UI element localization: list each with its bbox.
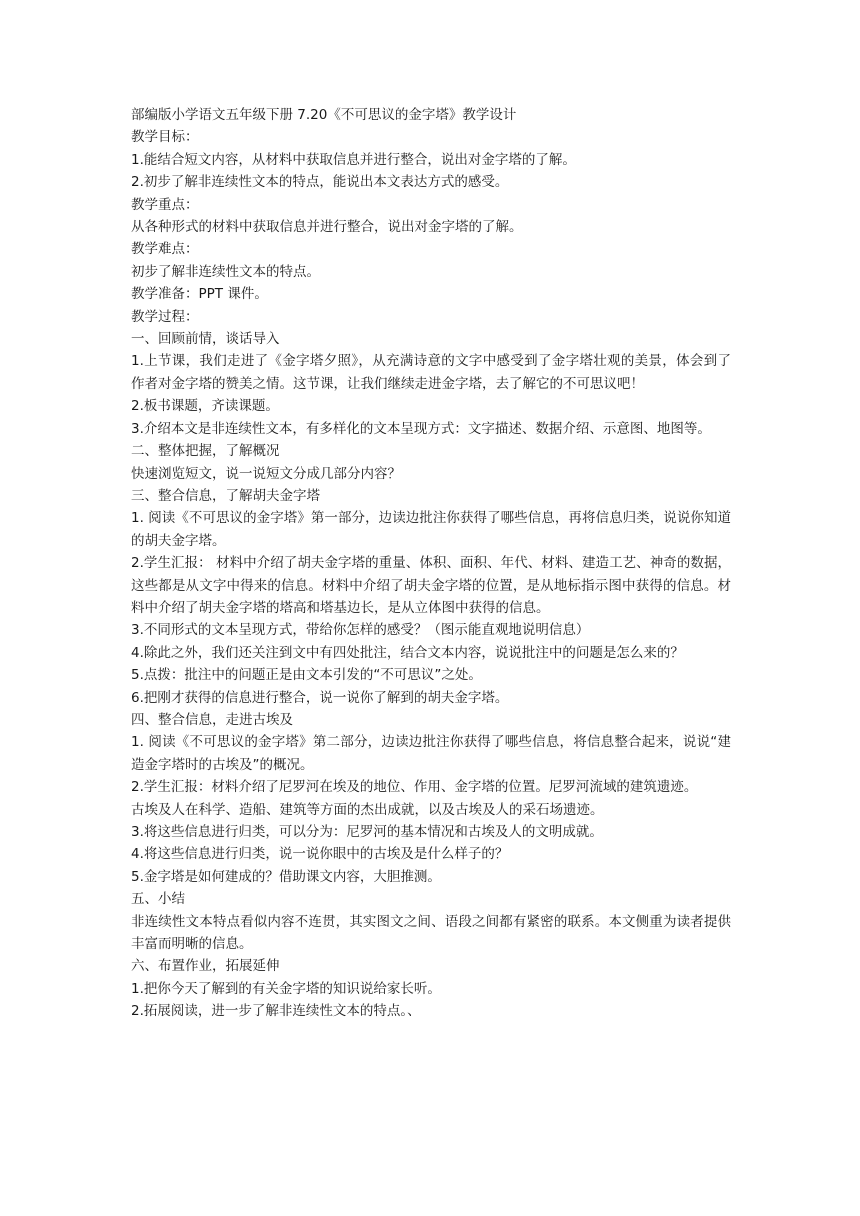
document-title: 部编版小学语文五年级下册 7.20《不可思议的金字塔》教学设计 (131, 107, 517, 123)
section-heading-key-points: 教学重点： (131, 196, 199, 213)
part-6-heading: 六、布置作业，拓展延伸 (131, 958, 280, 975)
part-1-heading: 一、回顾前情，谈话导入 (131, 331, 280, 348)
part-1-item-3: 3.介绍本文是非连续性文本，有多样化的文本呈现方式：文字描述、数据介绍、示意图、地图等。 (131, 420, 711, 437)
part-3-item-6: 6.把刚才获得的信息进行整合，说一说你了解到的胡夫金字塔。 (131, 689, 509, 706)
key-point-text: 从各种形式的材料中获取信息并进行整合，说出对金字塔的了解。 (131, 219, 523, 236)
section-heading-difficulties: 教学难点： (131, 241, 199, 258)
part-1-item-2: 2.板书课题，齐读课题。 (131, 398, 279, 415)
part-3-item-5: 5.点拨：批注中的问题正是由文本引发的“不可思议”之处。 (131, 667, 482, 684)
part-5-text: 非连续性文本特点看似内容不连贯，其实图文之间、语段之间都有紧密的联系。本文侧重为读者提供丰富而明晰的信息。 (131, 913, 731, 953)
part-4-heading: 四、整合信息，走进古埃及 (131, 711, 293, 728)
part-5-heading: 五、小结 (131, 891, 185, 908)
document-body (131, 104, 731, 1023)
part-4-item-4: 4.将这些信息进行归类，说一说你眼中的古埃及是什么样子的？ (131, 846, 509, 863)
part-1-item-1: 1.上节课，我们走进了《金字塔夕照》，从充满诗意的文字中感受到了金字塔壮观的美景，体会到了作者对金字塔的赞美之情。这节课，让我们继续走进金字塔，去了解它的不可思议吧！ (131, 353, 731, 392)
part-4-item-2-continued: 古埃及人在科学、造船、建筑等方面的杰出成就，以及古埃及人的采石场遗迹。 (131, 801, 604, 818)
goal-item-1: 1.能结合短文内容，从材料中获取信息并进行整合，说出对金字塔的了解。 (131, 151, 576, 168)
part-3-item-2: 2.学生汇报： 材料中介绍了胡夫金字塔的重量、体积、面积、年代、材料、建造工艺、神奇的数据，这些都是从文字中得来的信息。材料中介绍了胡夫金字塔的位置，是从地标指示图中获得的信息。材料中介绍了胡夫金字塔的塔高和塔基边长，是从立体图中获得的信息。 (131, 555, 731, 616)
part-3-item-3: 3.不同形式的文本呈现方式，带给你怎样的感受？（图示能直观地说明信息） (131, 622, 590, 639)
part-4-item-5: 5.金字塔是如何建成的？借助课文内容，大胆推测。 (131, 868, 441, 885)
part-4-item-1: 1. 阅读《不可思议的金字塔》第二部分，边读边批注你获得了哪些信息，将信息整合起来，说说“建造金字塔时的古埃及”的概况。 (131, 734, 731, 773)
part-3-item-1: 1. 阅读《不可思议的金字塔》第一部分，边读边批注你获得了哪些信息，再将信息归类，说说你知道的胡夫金字塔。 (131, 510, 731, 549)
section-heading-process: 教学过程： (131, 308, 199, 325)
part-2-text: 快速浏览短文，说一说短文分成几部分内容？ (131, 465, 401, 482)
part-2-heading: 二、整体把握，了解概况 (131, 443, 280, 460)
part-3-item-4: 4.除此之外，我们还关注到文中有四处批注，结合文本内容，说说批注中的问题是怎么来的？ (131, 644, 684, 661)
section-heading-goals: 教学目标： (131, 129, 199, 146)
part-4-item-3: 3.将这些信息进行归类，可以分为：尼罗河的基本情况和古埃及人的文明成就。 (131, 824, 603, 840)
part-6-item-2: 2.拓展阅读，进一步了解非连续性文本的特点。、 (131, 1003, 421, 1020)
part-3-heading: 三、整合信息，了解胡夫金字塔 (131, 487, 320, 504)
part-4-item-2: 2.学生汇报：材料介绍了尼罗河在埃及的地位、作用、金字塔的位置。尼罗河流域的建筑遗迹。 (131, 779, 698, 796)
difficulty-text: 初步了解非连续性文本的特点。 (131, 263, 320, 280)
preparation-text: 教学准备：PPT 课件。 (131, 286, 268, 303)
part-6-item-1: 1.把你今天了解到的有关金字塔的知识说给家长听。 (131, 980, 441, 997)
goal-item-2: 2.初步了解非连续性文本的特点，能说出本文表达方式的感受。 (131, 174, 509, 191)
